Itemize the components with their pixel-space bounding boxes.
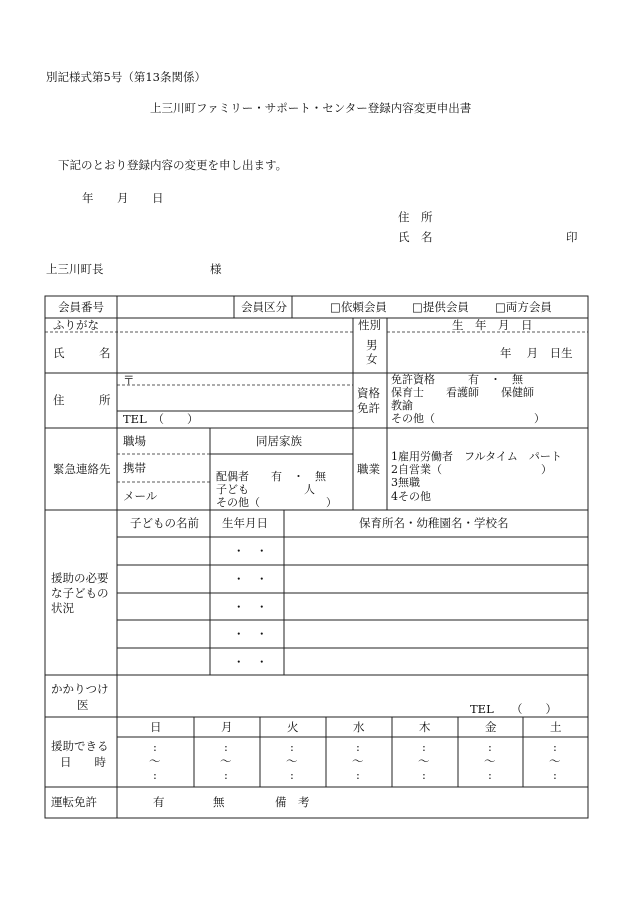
time-colon-start: : [422, 740, 426, 754]
driving-license-yes[interactable]: 有 [153, 795, 165, 809]
member-type-both[interactable]: □両方会員 [495, 300, 552, 314]
day-tuesday: 火 [287, 720, 299, 734]
time-colon-end: : [488, 768, 492, 782]
driving-license-no[interactable]: 無 [213, 795, 225, 809]
driving-license-label: 運転免許 [51, 795, 97, 809]
child-birth-dots: ・ ・ [233, 600, 268, 614]
address-tel: TEL （ ） [123, 412, 199, 426]
emergency-mobile: 携帯 [123, 461, 146, 475]
date-day: 日 [152, 191, 164, 205]
time-colon-start: : [553, 740, 557, 754]
date-month: 月 [117, 191, 129, 205]
day-wednesday: 水 [353, 720, 365, 734]
doctor-tel: TEL （ ） [470, 702, 557, 716]
statement: 下記のとおり登録内容の変更を申し出ます。 [58, 158, 288, 172]
gender-label: 性別 [358, 318, 381, 332]
address-label: 住 所 [53, 393, 111, 407]
time-colon-end: : [224, 768, 228, 782]
qualification-line-3: 教諭 [391, 399, 413, 412]
recipient-honorific: 様 [210, 262, 222, 276]
day-thursday: 木 [419, 720, 431, 734]
time-colon-start: : [488, 740, 492, 754]
household-label: 同居家族 [256, 434, 302, 448]
child-birth-dots: ・ ・ [233, 627, 268, 641]
member-type-provider[interactable]: □提供会員 [412, 300, 469, 314]
seal-mark: 印 [566, 230, 578, 244]
days-label-line-2: 日 時 [60, 755, 106, 769]
child-school-header: 保育所名・幼稚園名・学校名 [359, 516, 509, 530]
qualification-line-1: 免許資格 有 ・ 無 [391, 373, 523, 386]
time-colon-end: : [290, 768, 294, 782]
day-friday: 金 [485, 720, 497, 734]
qualification-line-4: その他（ ） [391, 412, 545, 425]
time-colon-start: : [290, 740, 294, 754]
time-colon-end: : [356, 768, 360, 782]
child-birth-header: 生年月日 [222, 516, 268, 530]
day-monday: 月 [221, 720, 233, 734]
doctor-label-line-2: 医 [77, 698, 89, 712]
occupation-line-4: 4その他 [391, 490, 431, 503]
name-label: 氏 名 [53, 346, 111, 360]
member-type-requester[interactable]: □依頼会員 [330, 300, 387, 314]
occupation-label: 職業 [357, 462, 380, 476]
doctor-label-line-1: かかりつけ [51, 682, 109, 696]
time-colon-start: : [224, 740, 228, 754]
time-wave: ～ [286, 754, 298, 768]
time-wave: ～ [352, 754, 364, 768]
postal-mark: 〒 [123, 373, 135, 387]
time-wave: ～ [149, 754, 161, 768]
time-wave: ～ [220, 754, 232, 768]
household-children: 子ども 人 [216, 483, 315, 496]
occupation-line-3: 3無職 [391, 476, 420, 489]
gender-female[interactable]: 女 [366, 352, 378, 366]
emergency-email: メール [123, 489, 158, 503]
applicant-address-label: 住 所 [398, 210, 433, 224]
qualification-label: 資格 [357, 386, 380, 400]
time-wave: ～ [549, 754, 561, 768]
recipient: 上三川町長 [46, 262, 104, 276]
applicant-name-label: 氏 名 [398, 230, 433, 244]
member-number-label: 会員番号 [58, 300, 104, 314]
child-birth-dots: ・ ・ [233, 544, 268, 558]
days-label-line-1: 援助できる [51, 739, 109, 753]
occupation-line-2: 2自営業（ ） [391, 463, 552, 476]
birth-date-suffix: 年 月 日生 [500, 346, 573, 360]
gender-male[interactable]: 男 [366, 338, 378, 352]
emergency-workplace: 職場 [123, 434, 146, 448]
remarks-label: 備 考 [275, 795, 310, 809]
household-other: その他（ ） [216, 496, 337, 509]
day-sunday: 日 [150, 720, 162, 734]
time-wave: ～ [418, 754, 430, 768]
time-colon-start: : [153, 740, 157, 754]
date-year: 年 [82, 191, 94, 205]
furigana-label: ふりがな [53, 318, 99, 332]
form-number: 別記様式第5号（第13条関係） [46, 70, 206, 84]
occupation-line-1: 1雇用労働者 フルタイム パート [391, 450, 562, 463]
time-colon-end: : [553, 768, 557, 782]
form-title: 上三川町ファミリー・サポート・センター登録内容変更申出書 [150, 101, 472, 115]
children-label-line-2: な子どもの [51, 586, 109, 600]
child-name-header: 子どもの名前 [130, 516, 199, 530]
child-birth-dots: ・ ・ [233, 572, 268, 586]
time-colon-start: : [356, 740, 360, 754]
child-birth-dots: ・ ・ [233, 655, 268, 669]
time-colon-end: : [422, 768, 426, 782]
member-type-label: 会員区分 [241, 300, 287, 314]
emergency-contact-label: 緊急連絡先 [53, 462, 111, 476]
day-saturday: 土 [550, 720, 562, 734]
children-label-line-1: 援助の必要 [51, 571, 109, 585]
qualification-line-2: 保育士 看護師 保健師 [391, 386, 534, 399]
time-colon-end: : [153, 768, 157, 782]
household-spouse: 配偶者 有 ・ 無 [216, 470, 326, 483]
birth-date-header: 生 年 月 日 [452, 318, 533, 332]
children-label-line-3: 状況 [51, 601, 74, 615]
license-label: 免許 [357, 401, 380, 415]
time-wave: ～ [484, 754, 496, 768]
